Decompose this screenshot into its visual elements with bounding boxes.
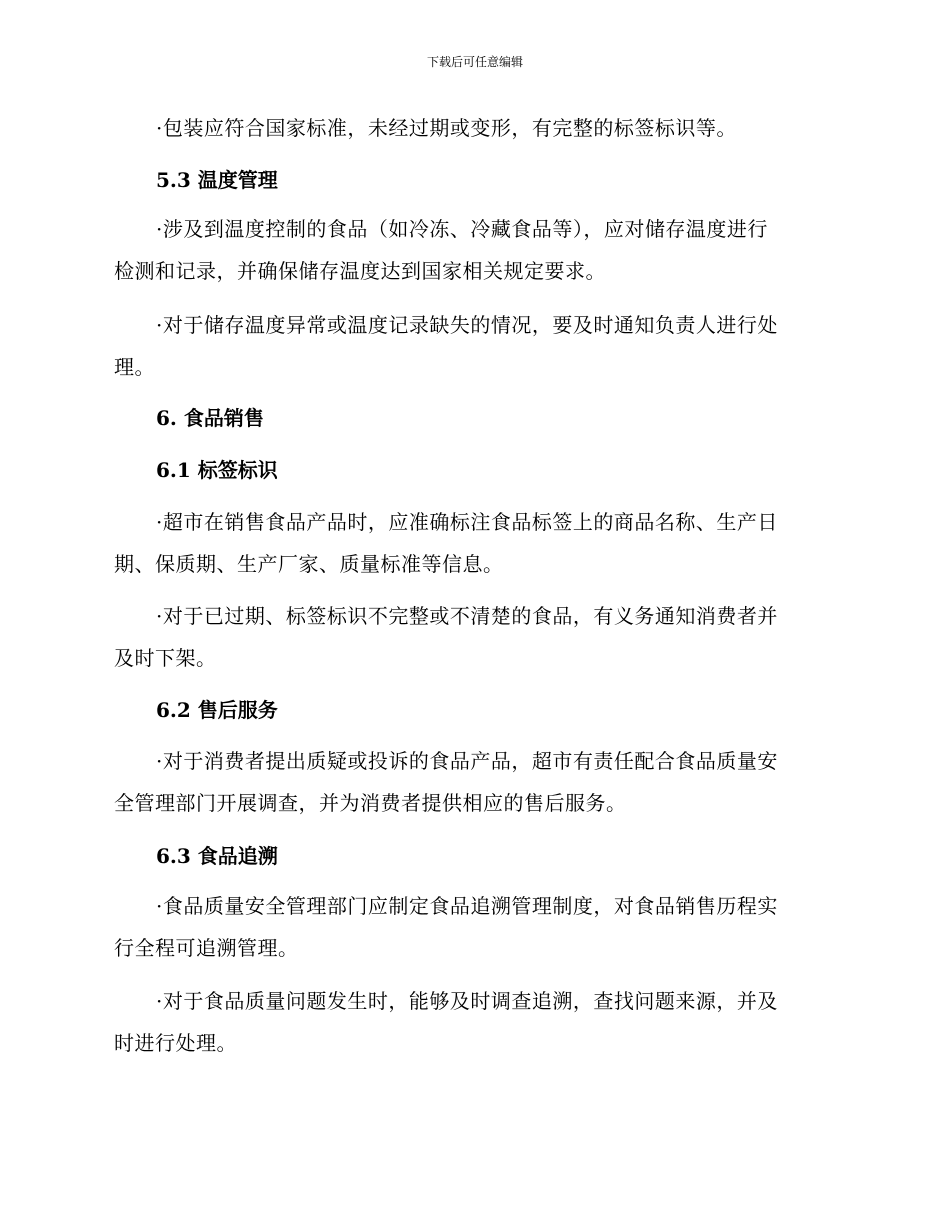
paragraph-traceability-system	[114, 885, 824, 969]
paragraph-line: 理。	[114, 355, 155, 379]
paragraph-line: ·包装应符合国家标准，未经过期或变形，有完整的标签标识等。	[156, 116, 737, 140]
paragraph-temperature-abnormal	[114, 304, 824, 388]
heading-6-3: 6.3 食品追溯	[156, 844, 278, 868]
paragraph-expired-food	[114, 595, 824, 679]
paragraph-line: 时进行处理。	[114, 1031, 237, 1055]
paragraph-line: 检测和记录，并确保储存温度达到国家相关规定要求。	[114, 259, 606, 283]
paragraph-line: ·对于已过期、标签标识不完整或不清楚的食品，有义务通知消费者并	[156, 604, 778, 628]
heading-6: 6. 食品销售	[156, 406, 264, 430]
paragraph-label-info	[114, 501, 824, 585]
paragraph-packaging	[114, 107, 824, 149]
paragraph-line: ·食品质量安全管理部门应制定食品追溯管理制度，对食品销售历程实	[156, 894, 778, 918]
paragraph-line: ·涉及到温度控制的食品（如冷冻、冷藏食品等），应对储存温度进行	[156, 217, 768, 241]
heading-6-1: 6.1 标签标识	[156, 458, 278, 482]
paragraph-after-sales	[114, 740, 824, 824]
paragraph-temperature-control	[114, 208, 824, 292]
header-note: 下载后可任意编辑	[426, 55, 523, 69]
paragraph-line: 期、保质期、生产厂家、质量标准等信息。	[114, 552, 504, 576]
paragraph-line: ·对于储存温度异常或温度记录缺失的情况，要及时通知负责人进行处	[156, 313, 778, 337]
paragraph-line: ·对于消费者提出质疑或投诉的食品产品，超市有责任配合食品质量安	[156, 749, 778, 773]
paragraph-line: ·超市在销售食品产品时，应准确标注食品标签上的商品名称、生产日	[156, 510, 778, 534]
heading-5-3: 5.3 温度管理	[156, 168, 278, 192]
paragraph-quality-issue	[114, 980, 824, 1064]
paragraph-line: ·对于食品质量问题发生时，能够及时调查追溯，查找问题来源，并及	[156, 989, 778, 1013]
paragraph-line: 行全程可追溯管理。	[114, 936, 299, 960]
heading-6-2: 6.2 售后服务	[156, 698, 278, 722]
paragraph-line: 及时下架。	[114, 646, 217, 670]
paragraph-line: 全管理部门开展调查，并为消费者提供相应的售后服务。	[114, 791, 627, 815]
